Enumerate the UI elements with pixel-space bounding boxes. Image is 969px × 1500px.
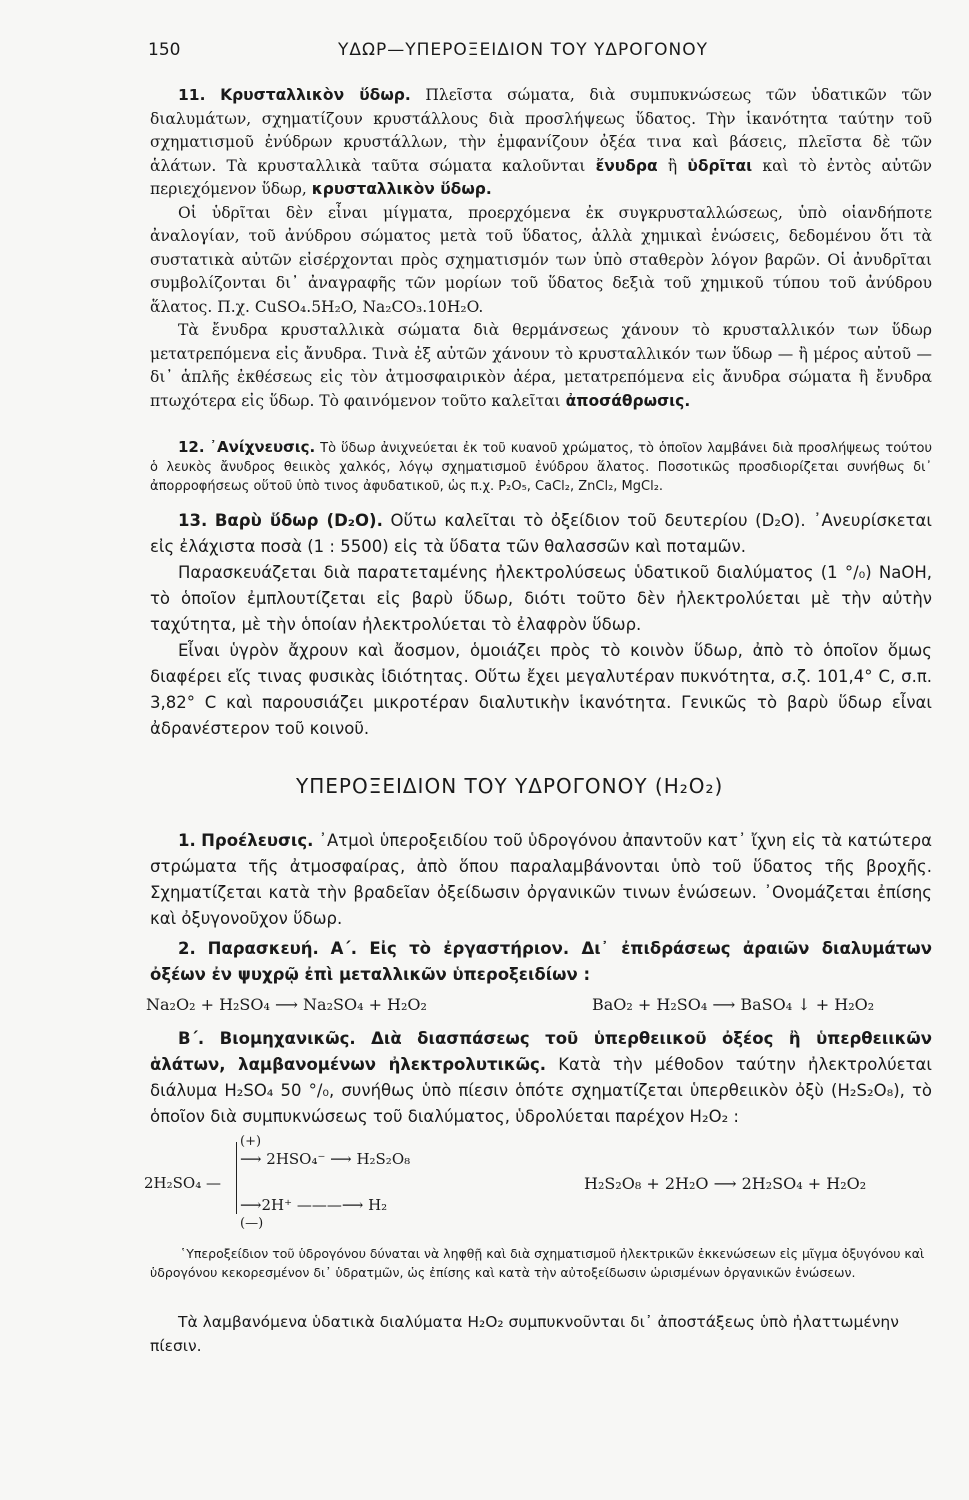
section-12 bbox=[150, 438, 932, 496]
section-13-para-3: Εἶναι ὑγρὸν ἄχρουν καὶ ἄοσμον, ὁμοιάζει πρὸς τὸ κοινὸν ὕδωρ, ἀπὸ τὸ ὁποῖον ὅμως διαφέρει εἴς τινας φυσικὰς ἰδιότητας. Οὕτω ἔχει μεγαλυτέραν πυκνότητα, σ.ζ. 101,4° C, σ.π. 3,82° C καὶ παρουσιάζει μικροτέραν διαλυτικὴν ἱκανότητα. Γενικῶς τὸ βαρὺ ὕδωρ εἶναι ἀδρανέστερον τοῦ κοινοῦ. bbox=[150, 641, 932, 738]
anode-sign: (+) bbox=[240, 1134, 262, 1149]
section-12-para bbox=[150, 438, 932, 496]
schema-vertical-line bbox=[236, 1142, 237, 1214]
footnote bbox=[150, 1244, 932, 1282]
section-11-para-3 bbox=[150, 319, 932, 413]
equation-1: Na₂O₂ + H₂SO₄ ⟶ Na₂SO₄ + H₂O₂ bbox=[146, 995, 427, 1014]
h2o2-method-b-heading: Β΄. Βιομηχανικῶς. Διὰ διασπάσεως τοῦ ὑπερθειικοῦ ὀξέος ἢ ὑπερθειικῶν ἁλάτων, λαμβανομένων ἠλεκτρολυτικῶς. bbox=[150, 1029, 932, 1074]
section-12-text: Τὸ ὕδωρ ἀνιχνεύεται ἐκ τοῦ κυανοῦ χρώματος, τὸ ὁποῖον λαμβάνει διὰ προσλήψεως τούτου ὁ λευκὸς ἄνυδρος θειικὸς χαλκός, λόγῳ σχηματισμοῦ ἐνύδρου ἅλατος. Ποσοτικῶς προσδιορίζεται συνήθως δι᾽ ἀπορροφήσεως οὕτοῦ ὑπὸ τινος ἀφυδατικοῦ, ὡς π.χ. P₂O₅, CaCl₂, ZnCl₂, MgCl₂. bbox=[150, 441, 932, 494]
term-enydra: ἔνυδρα bbox=[595, 156, 658, 175]
h2o2-section-1-heading: Προέλευσις. bbox=[201, 831, 314, 850]
section-13-para-2: Παρασκευάζεται διὰ παρατεταμένης ἠλεκτρολύσεως ὑδατικοῦ διαλύματος (1 °/₀) NaOH, τὸ ὁποῖον ἐμπλουτίζεται εἰς βαρὺ ὕδωρ, διότι τοῦτο δὲν ἠλεκτρολύεται μὲ τὴν αὐτὴν ταχύτητα, μὲ τὴν ὁποίαν ἠλεκτρολύεται τὸ ἐλαφρὸν ὕδωρ. bbox=[150, 563, 932, 634]
section-12-number: 12. bbox=[178, 438, 205, 456]
schema-right-equation: H₂S₂O₈ + 2H₂O ⟶ 2H₂SO₄ + H₂O₂ bbox=[584, 1174, 867, 1193]
h2o2-section-1 bbox=[150, 828, 932, 932]
schema-bottom-branch: ⟶2H⁺ ———⟶ H₂ bbox=[240, 1196, 388, 1214]
section-11-text-2: καὶ τὸ ἐντὸς αὐτῶν περιεχόμενον ὕδωρ, bbox=[150, 156, 932, 198]
term-aposathrosis: ἀποσάθρωσις. bbox=[565, 391, 691, 410]
h2o2-section-1-para bbox=[150, 828, 932, 932]
h2o2-method-a: Α΄. Εἰς τὸ ἐργαστήριον. Δι᾽ ἐπιδράσεως ἀραιῶν διαλυμάτων ὀξέων ἐν ψυχρῷ ἐπὶ μεταλλικῶν ὑπεροξειδίων : bbox=[150, 939, 932, 984]
footnote-text: ῾Υπεροξείδιον τοῦ ὑδρογόνου δύναται νὰ ληφθῇ καὶ διὰ σχηματισμοῦ ἠλεκτρικῶν ἐκκενώσεων εἰς μῖγμα ὀξυγόνου καὶ ὑδρογόνου κεκορεσμένον δι᾽ ὑδρατμῶν, ὡς ἐπίσης καὶ κατὰ τὴν αὐτοξείδωσιν ὡρισμένων ὀργανικῶν ἑνώσεων. bbox=[150, 1246, 925, 1280]
section-13-number: 13. bbox=[178, 511, 208, 530]
section-13-text-1: Οὕτω καλεῖται τὸ ὀξείδιον τοῦ δευτερίου (D₂O). ᾿Ανευρίσκεται εἰς ἐλάχιστα ποσὰ (1 : 5500) εἰς τὰ ὕδατα τῶν θαλασσῶν καὶ ποταμῶν. bbox=[150, 511, 932, 556]
section-11-text-1: Πλεῖστα σώματα, διὰ συμπυκνώσεως τῶν ὑδατικῶν τῶν διαλυμάτων, σχηματίζουν κρυστάλλους διὰ προσλήψεως ὕδατος. Τὴν ἱκανότητα ταύτην τοῦ σχηματισμοῦ ἐνύδρων κρυστάλλων, τὴν ἐμφανίζουν ὀξέα τινα καὶ βάσεις, πλεῖστα δὲ τῶν ἁλάτων. Τὰ κρυσταλλικὰ ταῦτα σώματα καλοῦνται bbox=[150, 86, 932, 175]
section-11-para-2: Οἱ ὑδρῖται δὲν εἶναι μίγματα, προερχόμενα ἐκ συγκρυσταλλώσεως, ὑπὸ οἱανδήποτε ἀναλογίαν, τοῦ ἀνύδρου σώματος μετὰ τοῦ ὕδατος, ἀλλὰ χημικαὶ ἑνώσεις, δεδομένου ὅτι τὰ συστατικὰ αὐτῶν εἰσέρχονται πρὸς σχηματισμόν των ὑπὸ σταθερὸν λόγον βαρῶν. Οἱ ἀνυδρῖται συμβολίζονται δι᾽ ἀναγραφῆς τῶν μορίων τοῦ ὕδατος δεξιὰ τοῦ χημικοῦ τύπου τοῦ ἀνύδρου ἅλατος. Π.χ. CuSO₄.5H₂O, Na₂CO₃.10H₂O. bbox=[150, 203, 932, 316]
h2o2-method-b bbox=[150, 1026, 932, 1130]
running-title: ΥΔΩΡ—ΥΠΕΡΟΞΕΙΔΙΟΝ ΤΟΥ ΥΔΡΟΓΟΝΟΥ bbox=[338, 40, 708, 60]
h2o2-section-2-para bbox=[150, 936, 932, 988]
section-11-para-3-text: Τὰ ἔνυδρα κρυσταλλικὰ σώματα διὰ θερμάνσεως χάνουν τὸ κρυσταλλικόν των ὕδωρ μετατρεπόμενα εἰς ἄνυδρα. Τινὰ ἐξ αὐτῶν χάνουν τὸ κρυσταλλικόν των ὕδωρ — ἢ μέρος αὐτοῦ — δι᾽ ἁπλῆς ἐκθέσεως εἰς τὸν ἀτμοσφαιρικὸν ἀέρα, μετατρεπόμενα εἰς ἄνυδρα σώματα ἢ ἔνυδρα πτωχότερα εἰς ὕδωρ. Τὸ φαινόμενον τοῦτο καλεῖται bbox=[150, 321, 932, 410]
h2o2-section-1-text: ᾿Ατμοὶ ὑπεροξειδίου τοῦ ὑδρογόνου ἀπαντοῦν κατ᾽ ἴχνη εἰς τὰ κατώτερα στρώματα τῆς ἀτμοσφαίρας, ἀπὸ ὅπου παραλαμβάνονται ὑπὸ τοῦ ὕδατος τῆς βροχῆς. Σχηματίζεται κατὰ τὴν βραδεῖαν ὀξείδωσιν ὀργανικῶν τινων ἑνώσεων. ᾿Ονομάζεται ἐπίσης καὶ ὀξυγονοῦχον ὕδωρ. bbox=[150, 831, 933, 928]
or-word: ἢ bbox=[667, 156, 678, 175]
page-number: 150 bbox=[148, 40, 181, 60]
section-13 bbox=[150, 508, 932, 742]
schema-left: 2H₂SO₄ — bbox=[144, 1174, 221, 1192]
section-13-para-1 bbox=[150, 508, 932, 560]
cathode-sign: (—) bbox=[240, 1216, 264, 1231]
h2o2-section-2-number: 2. bbox=[178, 939, 196, 958]
schema-top-branch: ⟶ 2HSO₄⁻ ⟶ H₂S₂O₈ bbox=[240, 1150, 411, 1168]
section-12-heading: ᾿Ανίχνευσις. bbox=[209, 438, 316, 456]
term-ydrites: ὑδρῖται bbox=[687, 156, 753, 175]
h2o2-section-2-heading: Παρασκευή. bbox=[207, 939, 319, 958]
section-11-number: 11. bbox=[178, 86, 206, 104]
equation-2: BaO₂ + H₂SO₄ ⟶ BaSO₄ ↓ + H₂O₂ bbox=[592, 995, 875, 1014]
h2o2-section-1-number: 1. bbox=[178, 831, 196, 850]
final-paragraph bbox=[150, 1310, 932, 1358]
h2o2-section-2 bbox=[150, 936, 932, 988]
section-11-heading: Κρυσταλλικὸν ὕδωρ. bbox=[220, 86, 411, 104]
section-13-heading: Βαρὺ ὕδωρ (D₂O). bbox=[214, 511, 383, 530]
term-crystal-water: κρυσταλλικὸν ὕδωρ. bbox=[311, 180, 492, 198]
section-11 bbox=[150, 84, 932, 413]
chapter-title: ΥΠΕΡΟΞΕΙΔΙΟΝ ΤΟΥ ΥΔΡΟΓΟΝΟΥ (H₂O₂) bbox=[296, 774, 724, 798]
h2o2-method-b-para bbox=[150, 1026, 932, 1130]
section-11-para-1 bbox=[150, 84, 932, 202]
h2o2-method-b-text: Κατὰ τὴν μέθοδον ταύτην ἠλεκτρολύεται διάλυμα H₂SO₄ 50 °/₀, συνήθως ὑπὸ πίεσιν ὁπότε σχηματίζεται ὑπερθειικὸν ὀξὺ (H₂S₂O₈), τὸ ὁποῖον διὰ συμπυκνώσεως τοῦ διαλύματος, ὑδρολύεται παρέχον H₂O₂ : bbox=[150, 1055, 932, 1126]
final-paragraph-text: Τὰ λαμβανόμενα ὑδατικὰ διαλύματα H₂O₂ συμπυκνοῦνται δι᾽ ἀποστάξεως ὑπὸ ἠλαττωμένην πίεσιν. bbox=[150, 1313, 899, 1355]
